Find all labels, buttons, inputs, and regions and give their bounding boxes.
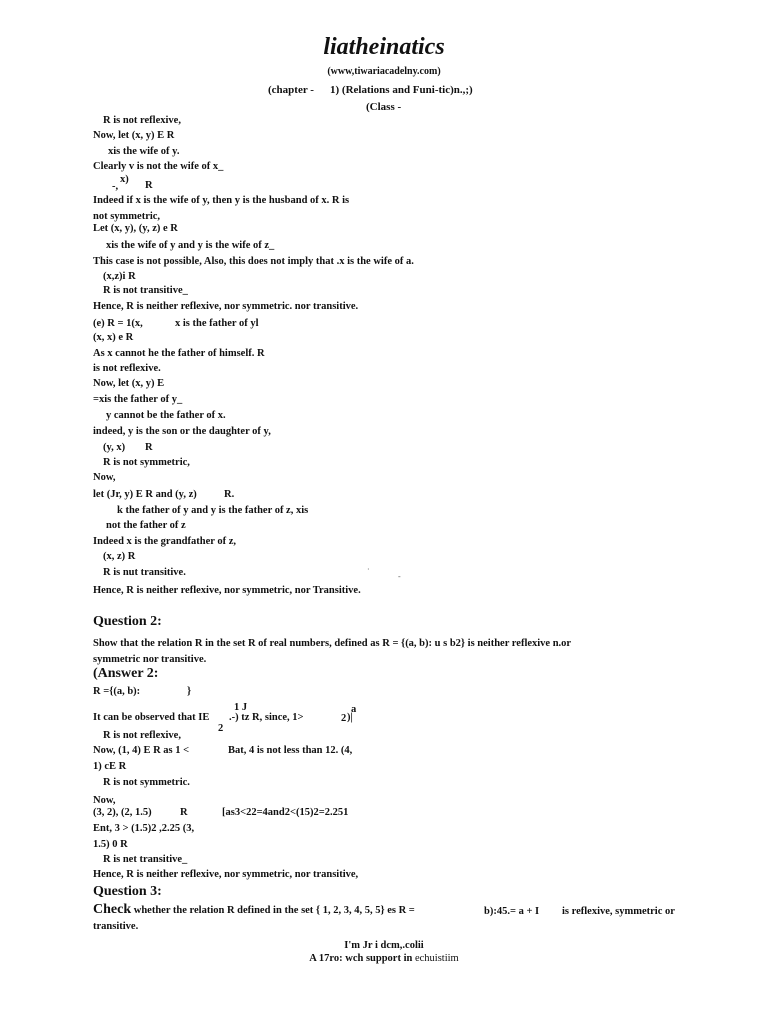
class-label: (Class - bbox=[366, 101, 402, 113]
question-3-heading: Question 3: bbox=[93, 884, 162, 899]
question-2-text-line-1: Show that the relation R in the set R of real numbers, defined as R = {(a, b): u s b2} is neither reflexive n.or bbox=[93, 638, 572, 649]
answer-1-line: not symmetric, bbox=[93, 211, 161, 222]
answer-2-line: 1 J bbox=[234, 702, 248, 713]
answer-2-line: R ={(a, b): bbox=[93, 686, 141, 697]
answer-1-line: R is not reflexive, bbox=[103, 115, 181, 126]
footer-line-2-b: echuistiim bbox=[414, 953, 459, 964]
question-3-check-word: Check bbox=[93, 902, 132, 917]
question-3-text-a: whether the relation R defined in the set { 1, 2, 3, 4, 5, 5} es R = bbox=[133, 905, 415, 916]
footer-line-2 bbox=[0, 953, 768, 964]
answer-2-line: 1) cE R bbox=[93, 761, 127, 772]
stray-mark: · bbox=[367, 565, 370, 574]
answer-2-line: R is net transitive_ bbox=[103, 854, 188, 865]
footer-line-2-a: A 17ro: wch support in bbox=[309, 953, 413, 964]
answer-1-line: Clearly v is not the wife of x_ bbox=[93, 161, 224, 172]
page-title: liatheinatics bbox=[323, 34, 445, 60]
answer-1-line: =xis the father of y_ bbox=[93, 394, 183, 405]
question-3-text-line-1 bbox=[93, 903, 415, 917]
answer-2-line: )| bbox=[347, 712, 353, 723]
answer-1-line: (x,z)i R bbox=[103, 271, 136, 282]
answer-2-line: [as3<22=4and2<(15)2=2.251 bbox=[222, 807, 349, 818]
chapter-title: 1) (Relations and Funi-tic)n.,;) bbox=[330, 84, 473, 96]
answer-1-line: R bbox=[145, 442, 153, 453]
answer-1-line: (x, x) e R bbox=[93, 332, 134, 343]
answer-2-line: Ent, 3 > (1.5)2 ,2.25 (3, bbox=[93, 823, 195, 834]
answer-1-line: Indeed x is the grandfather of z, bbox=[93, 536, 237, 547]
answer-1-line: xis the wife of y. bbox=[108, 146, 180, 157]
question-3-text-line-2: transitive. bbox=[93, 921, 139, 932]
answer-1-line: This case is not possible, Also, this does not imply that .x is the wife of a. bbox=[93, 256, 414, 267]
answer-2-line: Hence, R is neither reflexive, nor symmetric, nor transitive, bbox=[93, 869, 359, 880]
answer-1-line: (y, x) bbox=[103, 442, 126, 453]
answer-1-line: R is not symmetric, bbox=[103, 457, 190, 468]
answer-1-line: let (Jr, y) E R and (y, z) bbox=[93, 489, 197, 500]
footer-line-1: I'm Jr i dcm,.colii bbox=[344, 940, 424, 951]
answer-2-line: Now, (1, 4) E R as 1 < bbox=[93, 745, 190, 756]
answer-1-line: x is the father of yl bbox=[175, 318, 259, 329]
answer-2-heading: (Answer 2: bbox=[93, 666, 159, 681]
answer-2-line: .-) tz R, since, 1> bbox=[229, 712, 304, 723]
answer-1-line: Now, let (x, y) E bbox=[93, 378, 165, 389]
answer-1-line: indeed, y is the son or the daughter of y, bbox=[93, 426, 271, 437]
answer-2-line: Now, bbox=[93, 795, 116, 806]
answer-1-line: Let (x, y), (y, z) e R bbox=[93, 223, 178, 234]
answer-1-line: y cannot be the father of x. bbox=[106, 410, 226, 421]
answer-2-line: (3, 2), (2, 1.5) bbox=[93, 807, 152, 818]
answer-2-line: 2 bbox=[341, 713, 347, 724]
answer-2-line: a bbox=[351, 704, 357, 715]
answer-2-line: It can be observed that IE bbox=[93, 712, 210, 723]
answer-1-line: Now, let (x, y) E R bbox=[93, 130, 175, 141]
answer-2-line: } bbox=[187, 686, 192, 697]
answer-1-line: x) bbox=[120, 174, 129, 185]
answer-2-line: R is not reflexive, bbox=[103, 730, 181, 741]
answer-1-line: Hence, R is neither reflexive, nor symmetric, nor Transitive. bbox=[93, 585, 361, 596]
answer-1-line: (x, z) R bbox=[103, 551, 136, 562]
answer-2-line: 2 bbox=[218, 723, 224, 734]
website-url: (www,tiwariacadelny.com) bbox=[327, 66, 441, 77]
answer-1-line: As x cannot he the father of himself. R bbox=[93, 348, 265, 359]
answer-1-line: -, bbox=[112, 181, 119, 192]
answer-1-line: k the father of y and y is the father of z, xis bbox=[117, 505, 309, 516]
answer-2-line: Bat, 4 is not less than 12. (4, bbox=[228, 745, 353, 756]
answer-1-line: Now, bbox=[93, 472, 116, 483]
answer-1-line: R is not transitive_ bbox=[103, 285, 188, 296]
question-3-text-c: is reflexive, symmetric or bbox=[562, 906, 675, 917]
answer-1-line: is not reflexive. bbox=[93, 363, 161, 374]
question-3-text-b: b):45.= a + I bbox=[484, 906, 540, 917]
answer-1-line: Indeed if x is the wife of y, then y is the husband of x. R is bbox=[93, 195, 350, 206]
question-2-text-line-2: symmetric nor transitive. bbox=[93, 654, 207, 665]
answer-2-line: R bbox=[180, 807, 188, 818]
answer-1-line: Hence, R is neither reflexive, nor symmetric. nor transitive. bbox=[93, 301, 359, 312]
answer-1-line: (e) R = 1(x, bbox=[93, 318, 143, 329]
stray-mark: - bbox=[398, 572, 401, 581]
answer-1-line: R bbox=[145, 180, 153, 191]
answer-2-line: R is not symmetric. bbox=[103, 777, 190, 788]
answer-2-line: 1.5) 0 R bbox=[93, 839, 128, 850]
answer-1-line: R. bbox=[224, 489, 235, 500]
answer-1-line: xis the wife of y and y is the wife of z_ bbox=[106, 240, 275, 251]
answer-1-line: R is nut transitive. bbox=[103, 567, 186, 578]
chapter-prefix: (chapter - bbox=[268, 84, 314, 96]
question-2-heading: Question 2: bbox=[93, 614, 162, 629]
answer-1-line: not the father of z bbox=[106, 520, 186, 531]
